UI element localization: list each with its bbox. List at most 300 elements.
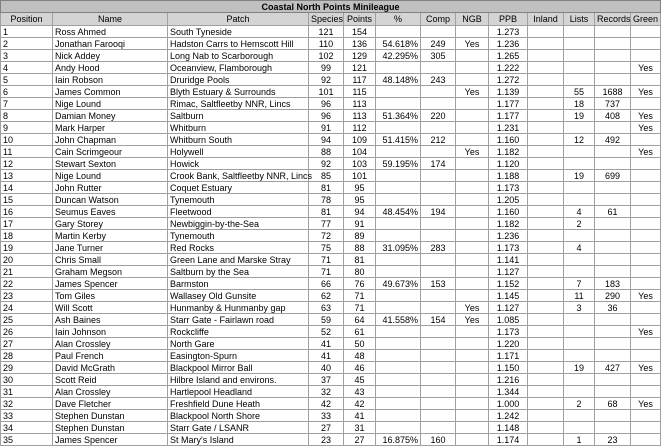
cell-percent [376,182,421,194]
cell-name: Nige Lound [53,170,168,182]
cell-patch: Blyth Estuary & Surrounds [168,86,309,98]
cell-patch: Red Rocks [168,242,309,254]
cell-position: 23 [1,290,53,302]
cell-species: 41 [309,350,344,362]
cell-points: 101 [344,170,376,182]
cell-records [595,230,631,242]
cell-position: 9 [1,122,53,134]
cell-patch: South Tyneside [168,26,309,38]
cell-comp [421,386,456,398]
cell-comp: 160 [421,434,456,446]
cell-name: Stewart Sexton [53,158,168,170]
cell-green [631,266,661,278]
cell-records [595,26,631,38]
cell-records [595,122,631,134]
cell-comp [421,122,456,134]
cell-species: 94 [309,134,344,146]
cell-ppb: 1.272 [489,74,528,86]
cell-position: 20 [1,254,53,266]
cell-lists [564,314,595,326]
table-row [1,122,661,134]
cell-comp [421,26,456,38]
table-row [1,62,661,74]
cell-ppb: 1.242 [489,410,528,422]
cell-patch: Hadston Carrs to Hemscott Hill [168,38,309,50]
cell-inland [528,218,564,230]
column-header-patch[interactable]: Patch [168,13,309,26]
cell-green [631,338,661,350]
cell-percent [376,398,421,410]
cell-ppb: 1.000 [489,398,528,410]
cell-patch: Saltburn [168,110,309,122]
cell-position: 26 [1,326,53,338]
cell-ppb: 1.188 [489,170,528,182]
table-row [1,398,661,410]
cell-ppb: 1.171 [489,350,528,362]
column-header-ppb[interactable]: PPB [489,13,528,26]
cell-ngb [456,50,489,62]
cell-lists: 18 [564,98,595,110]
cell-ppb: 1.173 [489,182,528,194]
table-row [1,254,661,266]
cell-lists [564,410,595,422]
cell-patch: Easington-Spurn [168,350,309,362]
cell-name: Iain Johnson [53,326,168,338]
cell-lists [564,182,595,194]
cell-percent [376,350,421,362]
cell-points: 41 [344,410,376,422]
cell-name: Nige Lound [53,98,168,110]
cell-points: 89 [344,230,376,242]
cell-records [595,62,631,74]
cell-patch: Crook Bank, Saltfleetby NNR, Lincs [168,170,309,182]
cell-percent: 31.095% [376,242,421,254]
cell-lists [564,122,595,134]
cell-ngb: Yes [456,314,489,326]
cell-lists: 4 [564,206,595,218]
table-row [1,98,661,110]
cell-name: Ross Ahmed [53,26,168,38]
cell-inland [528,254,564,266]
cell-position: 30 [1,374,53,386]
cell-ppb: 1.182 [489,146,528,158]
cell-comp [421,266,456,278]
cell-ppb: 1.160 [489,134,528,146]
cell-ngb: Yes [456,302,489,314]
cell-points: 112 [344,122,376,134]
cell-comp [421,302,456,314]
cell-position: 21 [1,266,53,278]
cell-ngb [456,290,489,302]
cell-green [631,38,661,50]
cell-patch: North Gare [168,338,309,350]
cell-position: 27 [1,338,53,350]
column-header-percent[interactable]: % [376,13,421,26]
table-row [1,278,661,290]
cell-lists [564,230,595,242]
header-row [1,13,661,26]
cell-ppb: 1.145 [489,290,528,302]
cell-inland [528,98,564,110]
cell-lists [564,422,595,434]
cell-name: Graham Megson [53,266,168,278]
cell-percent: 16.875% [376,434,421,446]
cell-inland [528,134,564,146]
cell-green [631,302,661,314]
cell-percent: 42.295% [376,50,421,62]
cell-points: 136 [344,38,376,50]
cell-position: 34 [1,422,53,434]
cell-lists: 19 [564,170,595,182]
column-header-green[interactable]: Green [631,13,661,26]
cell-ngb: Yes [456,146,489,158]
cell-inland [528,410,564,422]
cell-lists: 2 [564,218,595,230]
column-header-points[interactable]: Points [344,13,376,26]
cell-ppb: 1.231 [489,122,528,134]
cell-name: Paul French [53,350,168,362]
table-row [1,350,661,362]
cell-inland [528,278,564,290]
cell-lists: 19 [564,362,595,374]
cell-comp: 243 [421,74,456,86]
cell-name: John Chapman [53,134,168,146]
cell-name: Stephen Dunstan [53,422,168,434]
table-row [1,410,661,422]
cell-ngb [456,122,489,134]
cell-patch: Hunmanby & Hunmanby gap [168,302,309,314]
cell-percent [376,326,421,338]
cell-green: Yes [631,362,661,374]
cell-patch: Saltburn by the Sea [168,266,309,278]
cell-ngb [456,266,489,278]
cell-records: 290 [595,290,631,302]
cell-percent [376,146,421,158]
cell-green [631,182,661,194]
cell-comp [421,290,456,302]
cell-ppb: 1.177 [489,98,528,110]
column-header-species[interactable]: Species [309,13,344,26]
cell-position: 28 [1,350,53,362]
cell-lists [564,158,595,170]
column-header-name[interactable]: Name [53,13,168,26]
cell-ngb [456,398,489,410]
cell-points: 88 [344,242,376,254]
cell-ngb [456,326,489,338]
cell-ppb: 1.236 [489,38,528,50]
cell-green [631,422,661,434]
cell-name: Jane Turner [53,242,168,254]
cell-percent [376,254,421,266]
cell-records: 36 [595,302,631,314]
cell-green: Yes [631,146,661,158]
cell-species: 85 [309,170,344,182]
cell-points: 81 [344,254,376,266]
cell-comp [421,410,456,422]
cell-points: 71 [344,290,376,302]
cell-inland [528,422,564,434]
cell-ngb [456,374,489,386]
cell-name: Andy Hood [53,62,168,74]
cell-inland [528,26,564,38]
column-header-records[interactable]: Records [595,13,631,26]
cell-position: 24 [1,302,53,314]
cell-ppb: 1.205 [489,194,528,206]
cell-ngb [456,386,489,398]
cell-species: 40 [309,362,344,374]
table-row [1,338,661,350]
cell-position: 29 [1,362,53,374]
cell-green [631,242,661,254]
table-row [1,362,661,374]
cell-ngb [456,422,489,434]
cell-species: 62 [309,290,344,302]
cell-name: Seumus Eaves [53,206,168,218]
cell-ngb [456,182,489,194]
cell-name: Martin Kerby [53,230,168,242]
cell-inland [528,122,564,134]
cell-green: Yes [631,62,661,74]
table-row [1,182,661,194]
table-row [1,218,661,230]
cell-ppb: 1.127 [489,266,528,278]
cell-position: 2 [1,38,53,50]
cell-records: 23 [595,434,631,446]
cell-green: Yes [631,110,661,122]
cell-green [631,74,661,86]
cell-percent [376,302,421,314]
cell-species: 33 [309,410,344,422]
column-header-inland[interactable]: Inland [528,13,564,26]
cell-patch: Newbiggin-by-the-Sea [168,218,309,230]
cell-green [631,218,661,230]
cell-points: 27 [344,434,376,446]
table-row [1,434,661,446]
cell-points: 71 [344,302,376,314]
cell-species: 72 [309,230,344,242]
cell-species: 99 [309,62,344,74]
cell-percent [376,98,421,110]
cell-inland [528,338,564,350]
cell-ngb [456,362,489,374]
cell-position: 13 [1,170,53,182]
cell-species: 88 [309,146,344,158]
cell-comp: 212 [421,134,456,146]
cell-comp [421,374,456,386]
cell-green [631,98,661,110]
cell-species: 101 [309,86,344,98]
cell-species: 37 [309,374,344,386]
cell-ngb [456,26,489,38]
cell-patch: Blackpool North Shore [168,410,309,422]
cell-name: Damian Money [53,110,168,122]
cell-species: 42 [309,398,344,410]
cell-lists [564,266,595,278]
cell-comp [421,98,456,110]
cell-patch: Wallasey Old Gunsite [168,290,309,302]
cell-position: 8 [1,110,53,122]
cell-name: David McGrath [53,362,168,374]
table-row [1,290,661,302]
cell-inland [528,230,564,242]
cell-patch: Fleetwood [168,206,309,218]
cell-lists [564,386,595,398]
cell-patch: Green Lane and Marske Stray [168,254,309,266]
cell-green [631,374,661,386]
cell-comp [421,218,456,230]
cell-comp [421,350,456,362]
cell-green [631,278,661,290]
cell-species: 92 [309,158,344,170]
cell-ngb [456,254,489,266]
cell-comp [421,326,456,338]
cell-ppb: 1.127 [489,302,528,314]
cell-points: 94 [344,206,376,218]
cell-position: 1 [1,26,53,38]
cell-percent [376,170,421,182]
cell-patch: Hilbre Island and environs. [168,374,309,386]
column-header-comp[interactable]: Comp [421,13,456,26]
column-header-ngb[interactable]: NGB [456,13,489,26]
table-row [1,38,661,50]
cell-patch: Freshfield Dune Heath [168,398,309,410]
cell-comp [421,86,456,98]
cell-records [595,50,631,62]
cell-name: Chris Small [53,254,168,266]
cell-name: Jonathan Farooqi [53,38,168,50]
cell-percent [376,410,421,422]
cell-ppb: 1.152 [489,278,528,290]
table-row [1,170,661,182]
cell-position: 35 [1,434,53,446]
table-row [1,146,661,158]
cell-comp: 249 [421,38,456,50]
cell-ngb [456,170,489,182]
cell-inland [528,434,564,446]
cell-records [595,146,631,158]
table-row [1,266,661,278]
cell-species: 110 [309,38,344,50]
column-header-position[interactable]: Position [1,13,53,26]
table-row [1,74,661,86]
cell-records: 427 [595,362,631,374]
cell-ngb [456,194,489,206]
cell-points: 104 [344,146,376,158]
cell-name: John Rutter [53,182,168,194]
cell-green [631,314,661,326]
cell-ppb: 1.120 [489,158,528,170]
cell-ppb: 1.344 [489,386,528,398]
table-row [1,26,661,38]
cell-ngb [456,110,489,122]
cell-lists [564,50,595,62]
cell-inland [528,398,564,410]
cell-records [595,266,631,278]
cell-comp: 305 [421,50,456,62]
cell-species: 41 [309,338,344,350]
cell-ppb: 1.236 [489,230,528,242]
cell-records [595,242,631,254]
cell-green [631,254,661,266]
cell-green [631,386,661,398]
cell-records: 408 [595,110,631,122]
cell-name: Alan Crossley [53,338,168,350]
cell-percent [376,86,421,98]
cell-patch: Blackpool Mirror Ball [168,362,309,374]
cell-percent: 59.195% [376,158,421,170]
cell-points: 50 [344,338,376,350]
table-row [1,86,661,98]
cell-ngb: Yes [456,38,489,50]
cell-species: 81 [309,182,344,194]
cell-position: 11 [1,146,53,158]
cell-patch: Oceanview, Flamborough [168,62,309,74]
cell-name: Dave Fletcher [53,398,168,410]
cell-green: Yes [631,398,661,410]
cell-lists [564,38,595,50]
cell-comp [421,254,456,266]
cell-name: Alan Crossley [53,386,168,398]
cell-lists: 2 [564,398,595,410]
cell-lists: 55 [564,86,595,98]
cell-percent [376,218,421,230]
cell-percent [376,230,421,242]
cell-green [631,206,661,218]
cell-species: 32 [309,386,344,398]
cell-patch: Whitburn South [168,134,309,146]
cell-ngb [456,242,489,254]
column-header-lists[interactable]: Lists [564,13,595,26]
cell-comp [421,338,456,350]
cell-records: 737 [595,98,631,110]
cell-name: Gary Storey [53,218,168,230]
table-row [1,386,661,398]
cell-percent [376,194,421,206]
cell-name: Ash Baines [53,314,168,326]
cell-green [631,434,661,446]
cell-name: James Spencer [53,278,168,290]
cell-records [595,350,631,362]
cell-inland [528,290,564,302]
cell-position: 31 [1,386,53,398]
cell-points: 95 [344,194,376,206]
cell-ppb: 1.141 [489,254,528,266]
cell-records [595,422,631,434]
cell-patch: Holywell [168,146,309,158]
cell-records [595,194,631,206]
cell-species: 23 [309,434,344,446]
cell-comp [421,230,456,242]
cell-points: 31 [344,422,376,434]
cell-inland [528,374,564,386]
cell-comp: 283 [421,242,456,254]
cell-lists: 12 [564,134,595,146]
cell-inland [528,266,564,278]
cell-inland [528,158,564,170]
cell-position: 19 [1,242,53,254]
cell-inland [528,350,564,362]
cell-points: 76 [344,278,376,290]
table-row [1,422,661,434]
cell-ppb: 1.160 [489,206,528,218]
cell-points: 46 [344,362,376,374]
cell-patch: Howick [168,158,309,170]
cell-percent [376,290,421,302]
cell-lists: 11 [564,290,595,302]
cell-position: 25 [1,314,53,326]
cell-position: 6 [1,86,53,98]
cell-ppb: 1.150 [489,362,528,374]
